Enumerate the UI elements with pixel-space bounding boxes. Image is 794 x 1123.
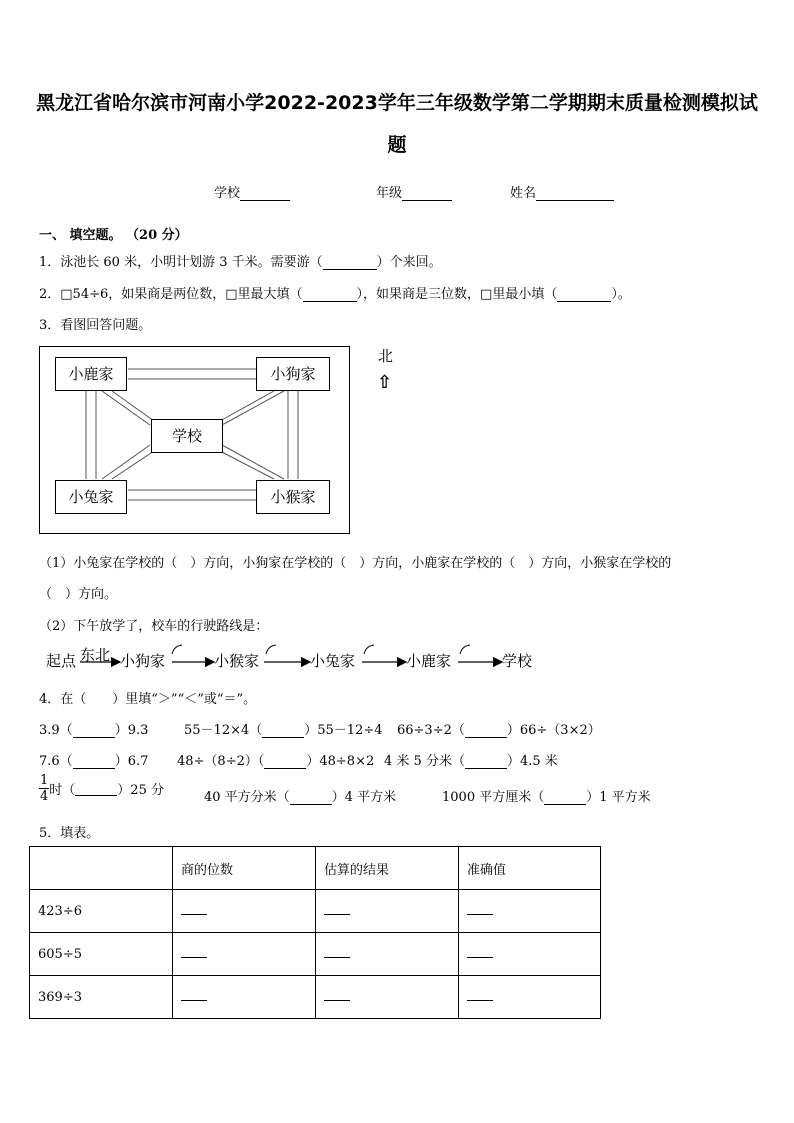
map-figure [39, 346, 350, 534]
digits-blank[interactable] [173, 976, 316, 1019]
exact-blank[interactable] [459, 933, 601, 976]
school-label: 学校 [214, 186, 241, 201]
question-5: 5．填表。 [39, 826, 100, 841]
q4-blank[interactable] [75, 781, 117, 796]
q2-blank-1[interactable] [303, 287, 357, 302]
place-deer-home: 小鹿家 [55, 357, 127, 391]
q4-blank[interactable] [73, 723, 115, 738]
route-direction: 东北 [80, 646, 111, 664]
q3-sub1-line1: （1）小兔家在学校的（ ）方向，小狗家在学校的（ ）方向，小鹿家在学校的（ ）方向，小猴家在学校的 [39, 556, 672, 571]
place-monkey-home: 小猴家 [256, 480, 330, 514]
section-heading: 一、 填空题。 （20 分） [39, 228, 188, 243]
q4-blank[interactable] [73, 754, 115, 769]
grade-label: 年级 [376, 186, 403, 201]
q4-row3-item2: 40 平方分米（ ）4 平方米 [204, 790, 397, 805]
school-blank[interactable] [240, 186, 290, 201]
q4-row3-item3: 1000 平方厘米（ ）1 平方米 [442, 790, 651, 805]
q4-blank[interactable] [544, 790, 586, 805]
q2-text-1: 2．□54÷6，如果商是两位数，□里最大填（ [39, 287, 303, 302]
table-row-label: 605÷5 [30, 933, 173, 976]
question-2 [39, 283, 631, 302]
q4-blank[interactable] [290, 790, 332, 805]
estimate-blank[interactable] [316, 976, 459, 1019]
name-blank[interactable] [536, 186, 614, 201]
question-3: 3．看图回答问题。 [39, 318, 152, 333]
q1-text: 1．泳池长 60 米，小明计划游 3 千米。需要游（ [39, 255, 323, 270]
table-header-row [30, 847, 601, 890]
school-field[interactable] [214, 182, 290, 201]
north-label: 北 [378, 347, 394, 365]
q3-sub2: （2）下午放学了，校车的行驶路线是： [39, 619, 269, 634]
route-stop-deer: 小鹿家 [406, 652, 452, 670]
q4-row1-item1: 3.9（ ）9.3 [39, 723, 149, 738]
table-header-cell: 估算的结果 [316, 847, 459, 890]
place-dog-home: 小狗家 [256, 357, 330, 391]
q4-blank[interactable] [465, 754, 507, 769]
q4-row2-item2: 48÷（8÷2）（ ）48÷8×2 [177, 754, 375, 769]
page-title-cont: 题 [387, 134, 407, 156]
route-stop-rabbit: 小兔家 [310, 652, 356, 670]
estimate-blank[interactable] [316, 933, 459, 976]
digits-blank[interactable] [173, 933, 316, 976]
north-arrow-icon: ⇧ [377, 372, 393, 393]
digits-blank[interactable] [173, 890, 316, 933]
q4-row2-item1: 7.6（ ）6.7 [39, 754, 149, 769]
table-header-cell [30, 847, 173, 890]
place-school: 学校 [151, 419, 223, 453]
q1-text-end: ）个来回。 [376, 255, 442, 270]
grade-field[interactable] [376, 182, 452, 201]
place-rabbit-home: 小兔家 [55, 480, 127, 514]
q3-sub1-line2: （ ）方向。 [39, 587, 118, 602]
table-header-cell: 商的位数 [173, 847, 316, 890]
q4-row1-item3: 66÷3÷2（ ）66÷（3×2） [397, 723, 601, 738]
fraction-one-quarter: $\frac{1}{4}$ [40, 773, 49, 804]
route-end-school: 学校 [502, 652, 533, 670]
q4-blank[interactable] [465, 723, 507, 738]
q4-row3-item1: $\frac{1}{4}$ 时（ ）25 分 [40, 773, 164, 804]
estimate-blank[interactable] [316, 890, 459, 933]
table-header-cell: 准确值 [459, 847, 601, 890]
fill-table [29, 846, 601, 1019]
grade-blank[interactable] [402, 186, 452, 201]
route-diagram [44, 640, 564, 676]
q4-row1-item2: 55－12×4（ ）55－12÷4 [184, 723, 383, 738]
exact-blank[interactable] [459, 890, 601, 933]
q2-blank-2[interactable] [557, 287, 611, 302]
route-start: 起点 [46, 652, 77, 670]
exact-blank[interactable] [459, 976, 601, 1019]
page-title: 黑龙江省哈尔滨市河南小学2022-2023学年三年级数学第二学期期末质量检测模拟试 [36, 92, 758, 114]
q2-text-2: ），如果商是三位数，□里最小填（ [356, 287, 558, 302]
table-row [30, 933, 601, 976]
table-row [30, 976, 601, 1019]
q4-blank[interactable] [264, 754, 306, 769]
q4-blank[interactable] [262, 723, 304, 738]
table-row-label: 423÷6 [30, 890, 173, 933]
table-row [30, 890, 601, 933]
name-label: 姓名 [510, 186, 537, 201]
route-stop-dog: 小狗家 [120, 652, 166, 670]
q4-row2-item3: 4 米 5 分米（ ）4.5 米 [384, 754, 558, 769]
route-stop-monkey: 小猴家 [214, 652, 260, 670]
question-4: 4．在（ ）里填“＞”“＜”或“＝”。 [39, 692, 257, 707]
name-field[interactable] [510, 182, 614, 201]
q1-answer-blank[interactable] [323, 255, 377, 270]
q2-text-3: ）。 [611, 287, 631, 302]
table-row-label: 369÷3 [30, 976, 173, 1019]
question-1 [39, 251, 442, 270]
